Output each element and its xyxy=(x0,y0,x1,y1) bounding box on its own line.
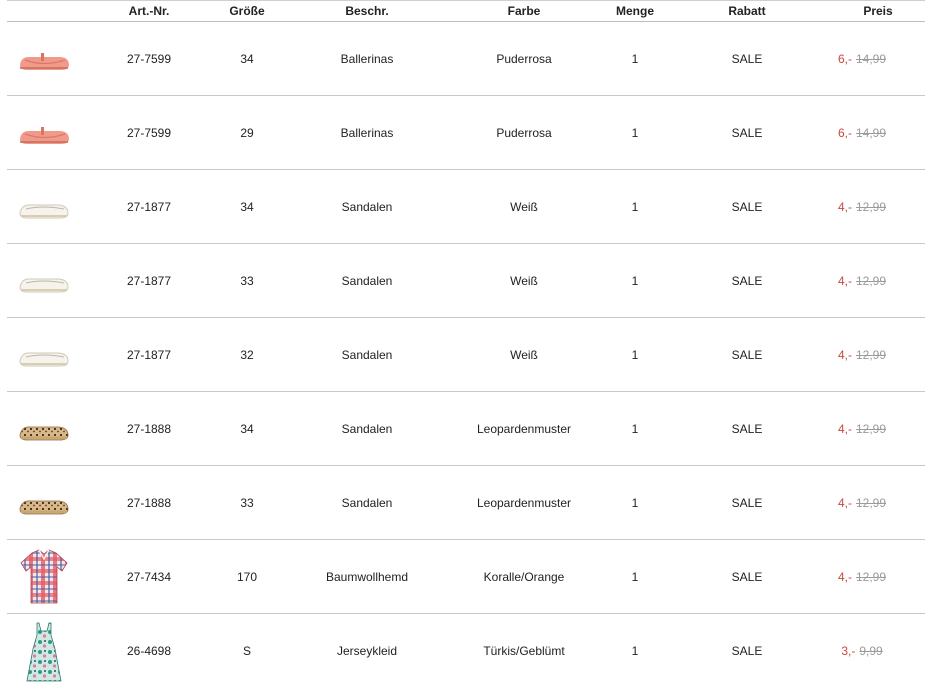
article-number: 27-1888 xyxy=(126,496,172,510)
table-row xyxy=(7,22,925,96)
discount: SALE xyxy=(731,644,763,658)
color: Koralle/Orange xyxy=(483,570,565,584)
discount: SALE xyxy=(731,570,763,584)
sale-price: 3,- xyxy=(841,644,856,658)
column-header-color: Farbe xyxy=(507,4,541,18)
description: Baumwollhemd xyxy=(325,570,409,584)
original-price: 14,99 xyxy=(855,52,887,66)
table-row xyxy=(7,170,925,244)
original-price: 12,99 xyxy=(855,200,887,214)
sale-price: 4,- xyxy=(837,348,852,362)
size: S xyxy=(242,644,251,658)
original-price: 12,99 xyxy=(855,422,887,436)
sale-price: 6,- xyxy=(837,52,852,66)
quantity: 1 xyxy=(631,422,639,436)
description: Sandalen xyxy=(341,200,393,214)
color: Leopardenmuster xyxy=(476,422,572,436)
original-price: 12,99 xyxy=(855,570,887,584)
size: 170 xyxy=(236,570,258,584)
discount: SALE xyxy=(731,496,763,510)
price xyxy=(807,392,917,466)
sale-price: 4,- xyxy=(837,274,852,288)
discount: SALE xyxy=(731,274,763,288)
price xyxy=(807,244,917,318)
original-price: 9,99 xyxy=(859,644,883,658)
color: Weiß xyxy=(510,200,538,214)
price xyxy=(807,466,917,540)
quantity: 1 xyxy=(631,126,639,140)
color: Leopardenmuster xyxy=(476,496,572,510)
plaid-shirt-icon[interactable] xyxy=(7,540,82,614)
discount: SALE xyxy=(731,348,763,362)
quantity: 1 xyxy=(631,496,639,510)
article-number: 26-4698 xyxy=(126,644,172,658)
column-header-qty: Menge xyxy=(615,4,654,18)
sale-price: 4,- xyxy=(837,570,852,584)
article-number: 27-7599 xyxy=(126,126,172,140)
quantity: 1 xyxy=(631,274,639,288)
price xyxy=(807,96,917,170)
article-number: 27-1877 xyxy=(126,200,172,214)
price xyxy=(807,318,917,392)
description: Sandalen xyxy=(341,274,393,288)
table-row xyxy=(7,540,925,614)
price xyxy=(807,170,917,244)
description: Jerseykleid xyxy=(336,644,398,658)
description: Ballerinas xyxy=(340,52,394,66)
article-number: 27-7599 xyxy=(126,52,172,66)
leopard-espadrille-icon[interactable] xyxy=(7,466,82,540)
color: Türkis/Geblümt xyxy=(483,644,565,658)
leopard-espadrille-icon[interactable] xyxy=(7,392,82,466)
sale-price: 4,- xyxy=(837,200,852,214)
size: 29 xyxy=(240,126,254,140)
table-row xyxy=(7,318,925,392)
pink-ballerina-icon[interactable] xyxy=(7,96,82,170)
description: Sandalen xyxy=(341,422,393,436)
floral-dress-icon[interactable] xyxy=(7,614,82,688)
column-header-desc: Beschr. xyxy=(345,4,389,18)
column-header-art: Art.-Nr. xyxy=(128,4,170,18)
original-price: 12,99 xyxy=(855,274,887,288)
original-price: 14,99 xyxy=(855,126,887,140)
sale-price: 4,- xyxy=(837,422,852,436)
color: Puderrosa xyxy=(496,126,552,140)
table-row xyxy=(7,466,925,540)
color: Weiß xyxy=(510,274,538,288)
discount: SALE xyxy=(731,126,763,140)
quantity: 1 xyxy=(631,200,639,214)
table-row xyxy=(7,96,925,170)
price xyxy=(807,22,917,96)
white-sandal-icon[interactable] xyxy=(7,244,82,318)
white-sandal-icon[interactable] xyxy=(7,318,82,392)
original-price: 12,99 xyxy=(855,348,887,362)
description: Sandalen xyxy=(341,348,393,362)
table-body xyxy=(7,22,925,688)
white-sandal-icon[interactable] xyxy=(7,170,82,244)
column-header-size: Größe xyxy=(229,4,265,18)
quantity: 1 xyxy=(631,644,639,658)
discount: SALE xyxy=(731,200,763,214)
description: Sandalen xyxy=(341,496,393,510)
table-row xyxy=(7,244,925,318)
original-price: 12,99 xyxy=(855,496,887,510)
table-row xyxy=(7,614,925,688)
column-header-discount: Rabatt xyxy=(728,4,766,18)
size: 34 xyxy=(240,200,254,214)
discount: SALE xyxy=(731,52,763,66)
table-row xyxy=(7,392,925,466)
sale-price: 6,- xyxy=(837,126,852,140)
article-number: 27-1877 xyxy=(126,274,172,288)
size: 34 xyxy=(240,52,254,66)
quantity: 1 xyxy=(631,52,639,66)
column-header-price: Preis xyxy=(863,4,893,18)
size: 34 xyxy=(240,422,254,436)
order-table xyxy=(7,0,925,688)
article-number: 27-7434 xyxy=(126,570,172,584)
size: 33 xyxy=(240,274,254,288)
description: Ballerinas xyxy=(340,126,394,140)
sale-price: 4,- xyxy=(837,496,852,510)
color: Weiß xyxy=(510,348,538,362)
quantity: 1 xyxy=(631,348,639,362)
size: 33 xyxy=(240,496,254,510)
color: Puderrosa xyxy=(496,52,552,66)
table-header xyxy=(7,0,925,22)
quantity: 1 xyxy=(631,570,639,584)
article-number: 27-1877 xyxy=(126,348,172,362)
pink-ballerina-icon[interactable] xyxy=(7,22,82,96)
article-number: 27-1888 xyxy=(126,422,172,436)
price xyxy=(807,614,917,688)
discount: SALE xyxy=(731,422,763,436)
price xyxy=(807,540,917,614)
size: 32 xyxy=(240,348,254,362)
